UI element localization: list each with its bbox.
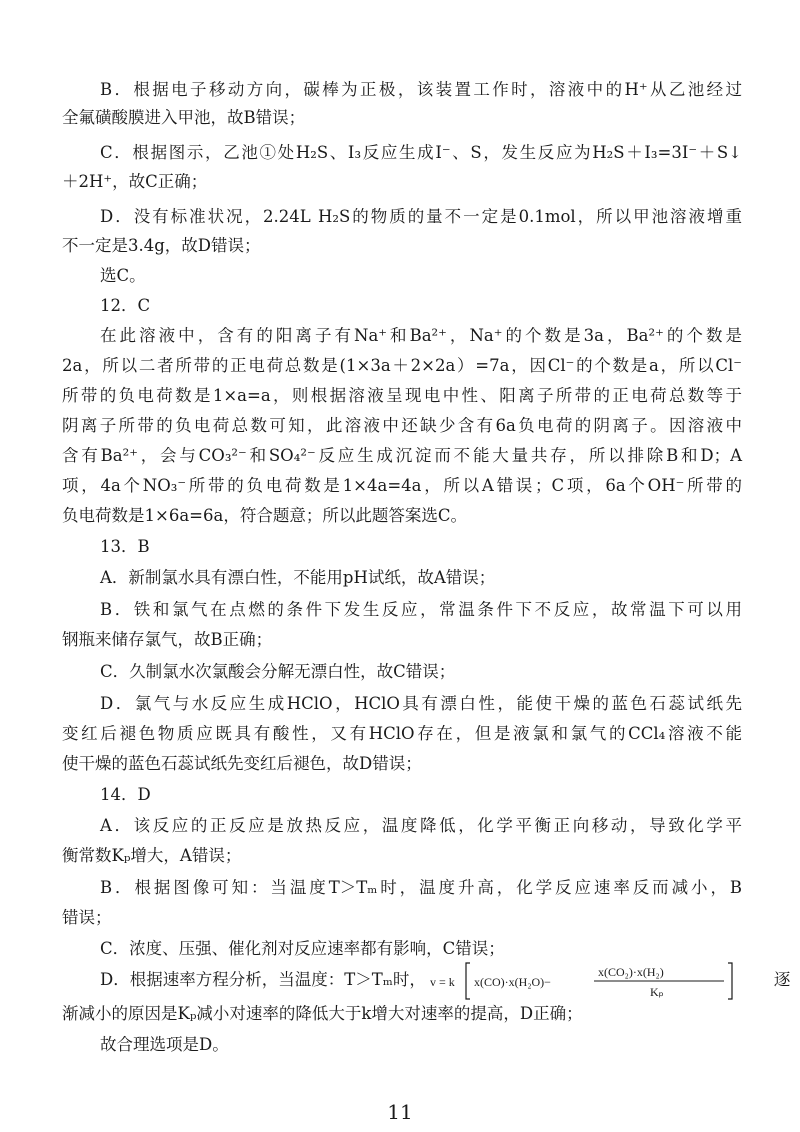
- text-line: 渐减小的原因是Kₚ减小对速率的降低大于k增大对速率的提高，D正确；: [62, 1004, 583, 1023]
- question-number: 12．C: [100, 296, 151, 315]
- text-line: 错误；: [62, 908, 112, 927]
- text-line: 含有Ba²⁺，会与CO₃²⁻和SO₄²⁻反应生成沉淀而不能大量共存，所以排除B和D；A: [62, 446, 742, 465]
- text-line: B．根据电子移动方向，碳棒为正极，该装置工作时，溶液中的H⁺从乙池经过: [100, 80, 742, 99]
- formula-term1: x(CO)·x(H₂O)−: [473, 974, 551, 989]
- page-number: 11: [387, 1100, 413, 1124]
- rate-equation: [428, 959, 772, 1003]
- text-line: B．根据图像可知：当温度T＞Tₘ时，温度升高，化学反应速率反而减小，B: [100, 878, 742, 897]
- text-line: 所带的负电荷数是1×a=a，则根据溶液呈现电中性、阳离子所带的正电荷总数等于: [62, 386, 742, 405]
- text-line: A．新制氯水具有漂白性，不能用pH试纸，故A错误；: [100, 568, 496, 587]
- formula-lhs: v = k: [429, 974, 455, 989]
- text-line: 使干燥的蓝色石蕊试纸先变红后褪色，故D错误；: [62, 754, 422, 773]
- text-line: C．久制氯水次氯酸会分解无漂白性，故C错误；: [100, 662, 456, 681]
- text-line: 钢瓶来储存氯气，故B正确；: [62, 630, 273, 649]
- text-line: A．该反应的正反应是放热反应，温度降低，化学平衡正向移动，导致化学平: [100, 816, 742, 835]
- text-line: 选C。: [100, 266, 146, 285]
- formula-line-prefix: D．根据速率方程分析，当温度：T＞Tₘ时，: [100, 970, 426, 989]
- text-line: D．氯气与水反应生成HClO，HClO具有漂白性，能使干燥的蓝色石蕊试纸先: [100, 694, 742, 713]
- formula-numerator: x(CO₂)·x(H₂): [597, 964, 664, 979]
- text-line: 故合理选项是D。: [100, 1035, 229, 1054]
- question-number: 14．D: [100, 785, 151, 804]
- text-line: 2a，所以二者所带的正电荷总数是(1×3a＋2×2a）=7a，因Cl⁻的个数是a，所以Cl⁻: [62, 356, 742, 375]
- text-line: 不一定是3.4g，故D错误；: [62, 236, 261, 255]
- text-line: D．没有标准状况，2.24L H₂S的物质的量不一定是0.1mol，所以甲池溶液增重: [100, 207, 742, 226]
- text-line: C．浓度、压强、催化剂对反应速率都有影响，C错误；: [100, 939, 505, 958]
- formula-denominator: Kₚ: [649, 984, 664, 999]
- formula-line-suffix: 逐: [773, 970, 791, 989]
- formula-line: [100, 958, 791, 1002]
- text-line: 在此溶液中，含有的阳离子有Na⁺和Ba²⁺，Na⁺的个数是3a，Ba²⁺的个数是: [100, 326, 742, 345]
- text-line: B．铁和氯气在点燃的条件下发生反应，常温条件下不反应，故常温下可以用: [100, 600, 742, 619]
- text-line: ＋2H⁺，故C正确；: [62, 172, 208, 191]
- text-line: 变红后褪色物质应既具有酸性，又有HClO存在，但是液氯和氯气的CCl₄溶液不能: [62, 724, 742, 743]
- text-line: 衡常数Kₚ增大，A错误；: [62, 846, 242, 865]
- question-number: 13．B: [100, 537, 150, 556]
- text-line: 阴离子所带的负电荷总数可知，此溶液中还缺少含有6a负电荷的阴离子。因溶液中: [62, 416, 742, 435]
- text-line: 负电荷数是1×6a=6a，符合题意；所以此题答案选C。: [62, 506, 467, 525]
- text-line: 全氟磺酸膜进入甲池，故B错误；: [62, 108, 306, 127]
- text-line: C．根据图示，乙池①处H₂S、I₃反应生成I⁻、S，发生反应为H₂S＋I₃=3I⁻＋S↓: [100, 143, 742, 162]
- text-line: 项，4a个NO₃⁻所带的负电荷数是1×4a=4a，所以A错误；C项，6a个OH⁻所带的: [62, 476, 742, 495]
